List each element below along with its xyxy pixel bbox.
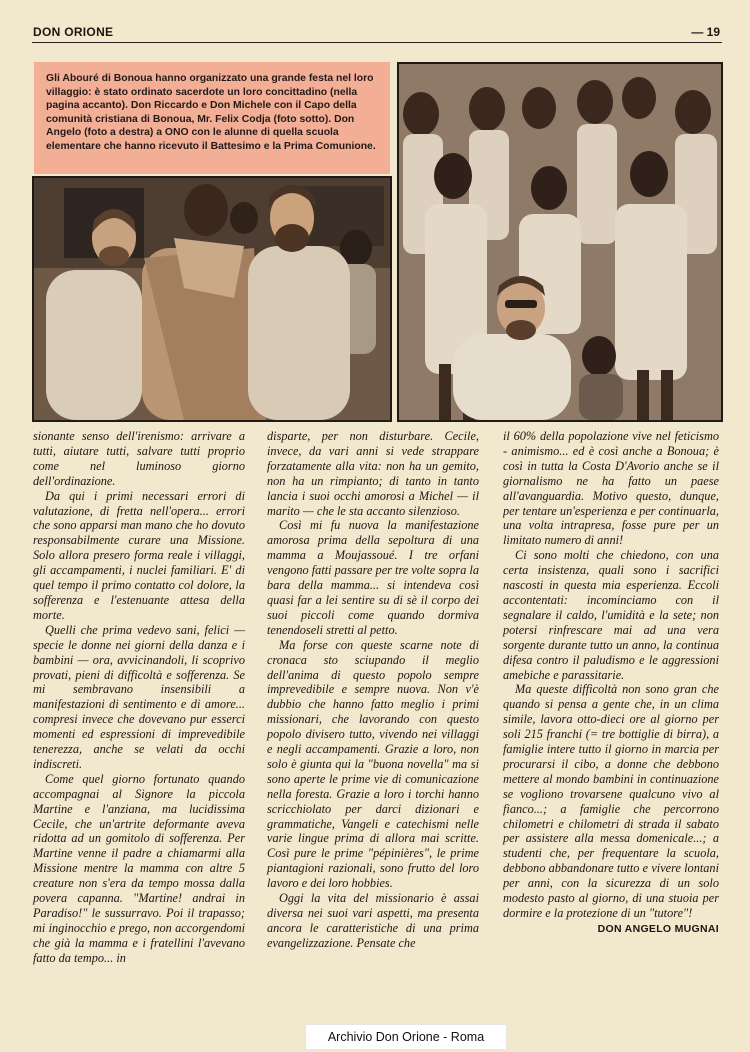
- paragraph: Oggi la vita del missionario è assai diversa nei suoi vari aspetti, ma presenta ancora le caratteristiche di una prima evangelizzazione. Pensate che: [267, 891, 479, 950]
- article-column-1: [33, 429, 245, 966]
- photo-missionaries-with-chief: [32, 176, 392, 422]
- paragraph: disparte, per non disturbare. Cecile, invece, da vari anni si vede strappare forzatamente alla vita: non ha un gemito, non ha un rimpianto; di tanto in tanto lancia i suoi occhi amorosi a Michel — il marito — che le sta accanto silenzioso.: [267, 429, 479, 518]
- running-header-title: DON ORIONE: [33, 25, 114, 39]
- archive-watermark-label: Archivio Don Orione - Roma: [305, 1024, 507, 1050]
- article-column-2: [267, 429, 479, 951]
- paragraph: sionante senso dell'irenismo: arrivare a tutti, aiutare tutti, salvare tutti proprio come nel luminoso giorno dell'ordinazione.: [33, 429, 245, 488]
- paragraph: Da qui i primi necessari errori di valutazione, di fretta nell'opera... errori che sono apparsi man mano che ho dovuto responsabilmente curare una Missione. Solo allora presero forma reale i villaggi, gli accampamenti, i nuclei familiari. E' di quel tempo il primo contatto col dolore, la sofferenza e l'estenuante attesa della morte.: [33, 488, 245, 622]
- paragraph: Ci sono molti che chiedono, con una certa insistenza, quali sono i sacrifici nascosti in questa mia esperienza. Eccoli accontentati: incominciamo con il segnalare il caldo, l'umidità e la sete; non potersi rinfrescare mai ad una vera sorgente durante tutto un anno, la continua difesa contro il paludismo e le aggressioni amebiche e parassitarie.: [503, 548, 719, 682]
- paragraph: Ma forse con queste scarne note di cronaca sto sciupando il meglio dell'anima di questo popolo sempre imprevedibile e sempre nuova. Non v'è dubbio che hanno fatto meglio i primi missionari, che lavorando con questo popolo divisero tutto, vivendo nei villaggi e negli accampamenti. Grazie a loro, non solo è giunta qui la "buona novella" ma si sono aperte le prime vie di comunicazione nella foresta. Grazie a loro i torchi hanno scricchiolato per darci dizionari e grammatiche, Vangeli e catechismi nelle varie lingue prima di allora mai scritte. Così pure le prime "pépinières", le prime piantagioni razionali, sono frutto del loro lavoro e dei loro hobbies.: [267, 637, 479, 891]
- paragraph: Come quel giorno fortunato quando accompagnai al Signore la piccola Martine e l'anziana, ma lucidissima Cecile, che un'artrite deformante aveva ridotta ad un gomitolo di sofferenza. Per Martine venne il padre a chiamarmi alla Missione mentre la mamma con altre 5 creature non s'era da tempo mossa dalla povera capanna. "Martine! andrai in Paradiso!" le sussurravo. Poi il trapasso; mi inginocchio e prego, non accorgendomi che già la mamma e i fratellini l'avevano fatto da tempo... in: [33, 771, 245, 965]
- author-signature: DON ANGELO MUGNAI: [597, 922, 719, 935]
- photo-schoolgirls-with-priest: [397, 62, 723, 422]
- header-rule: [32, 42, 722, 43]
- paragraph: Ma queste difficoltà non sono gran che quando si pensa a gente che, in un clima simile, lavora otto-dieci ore al giorno per soli 215 franchi (= tre bottiglie di birra), a famiglie intere tutto il giorno in marcia per procurarsi il cibo, a donne che debbono mettere al mondo bambini in continuazione se vogliono trovarsene qualcuno vivo al fianco...; a famiglie che percorrono chilometri e chilometri di strada il sabato per assistere alla messa domenicale...; a studenti che, per frequentare la scuola, debbono abbandonare tutto e vivere lontani per anni, con la sicurezza di un solo modesto pasto al giorno, di una stuoia per dormire e la protezione di un "tutore"!: [503, 682, 719, 920]
- paragraph: Quelli che prima vedevo sani, felici — specie le donne nei giorni della danza e i bambini — ora, avvicinandoli, li scoprivo provati, pieni di difficoltà e sofferenza. Se mi sembravano insensibili a manifestazioni di sentimento e di amore... compresi invece che dovevano pur esserci momenti ed espressioni di imprevedibile tenerezza, anche se velati da occhi indiscreti.: [33, 622, 245, 771]
- paragraph: il 60% della popolazione vive nel feticismo - animismo... ed è così anche a Bonoua; è così in tutta la Costa D'Avorio anche se il giornalismo ne ha fatto un paese all'avanguardia. Motivo questo, dunque, per tentare un'esperienza e per continuarla, una volta intrapresa, fosse pure per un limitato numero di anni!: [503, 429, 719, 548]
- article-column-3: [503, 429, 719, 935]
- paragraph: Così mi fu nuova la manifestazione amorosa prima della sepoltura di una mamma a Moujassoué. I tre orfani vengono fatti passare per tre volte sopra la bara della mamma... si intendeva così quasi far a lei sentire su di sè il corpo dei suoi piccoli come quando dormiva tenendoseli stretti al petto.: [267, 518, 479, 637]
- photo-caption-box: Gli Abouré di Bonoua hanno organizzato una grande festa nel loro villaggio: è stato ordinato sacerdote un loro concittadino (nella pagina accanto). Don Riccardo e Don Michele con il Capo della comunità cristiana di Bonoua, Mr. Felix Codja (foto sotto). Don Angelo (foto a destra) a ONO con le alunne di quella scuola elementare che hanno ricevuto il Battesimo e la Prima Comunione.: [34, 62, 390, 174]
- page-number: — 19: [691, 25, 720, 39]
